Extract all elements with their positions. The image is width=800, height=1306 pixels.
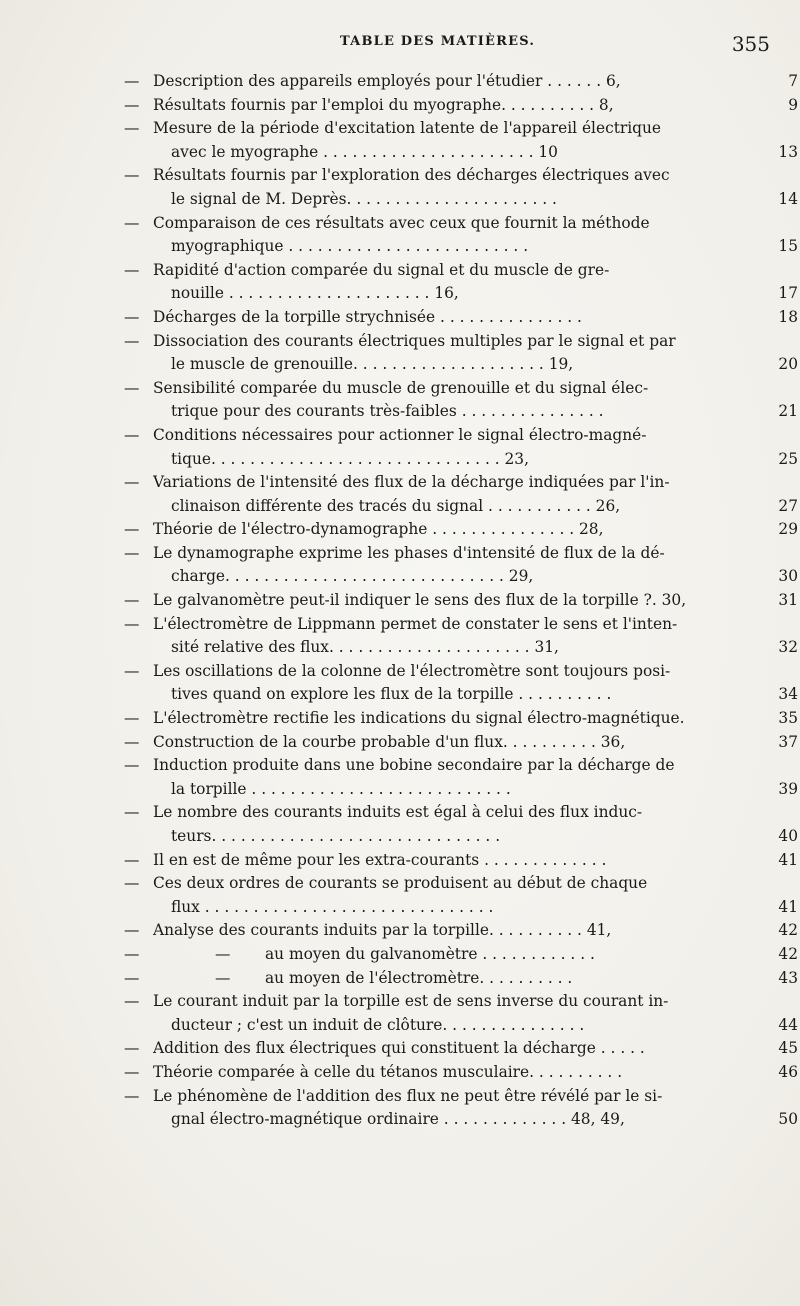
entry-text-line: Analyse des courants induits par la torpille. . . . . . . . . . 41, bbox=[153, 921, 612, 940]
entry-dash: — bbox=[124, 520, 140, 539]
entry-end-page: 46 bbox=[778, 1062, 798, 1081]
toc-entry bbox=[120, 542, 798, 589]
entry-dash: — bbox=[124, 72, 140, 90]
entry-text-line: Le phénomène de l'addition des flux ne peut être révélé par le si- bbox=[153, 1086, 663, 1105]
entry-dash: — bbox=[124, 591, 140, 610]
entry-sub-dash: — bbox=[215, 968, 231, 987]
entry-dash: — bbox=[124, 473, 140, 492]
entry-text-line: Rapidité d'action comparée du signal et du muscle de gre- bbox=[153, 260, 610, 279]
entry-end-page: 30 bbox=[778, 567, 798, 586]
entry-text-line: le signal de M. Deprès. . . . . . . . . . . . . . . . . . . . . . bbox=[171, 189, 557, 208]
entry-text-line: Les oscillations de la colonne de l'électromètre sont toujours posi- bbox=[153, 661, 671, 680]
entry-text-line: teurs. . . . . . . . . . . . . . . . . . . . . . . . . . . . . . bbox=[171, 827, 501, 845]
entry-dash: — bbox=[124, 119, 140, 138]
toc-entry bbox=[120, 943, 798, 967]
entry-dash: — bbox=[124, 661, 140, 680]
entry-text-line: Conditions nécessaires pour actionner le signal électro-magné- bbox=[153, 425, 647, 444]
toc-entry bbox=[120, 70, 798, 94]
entry-text-line: nouille . . . . . . . . . . . . . . . . . . . . . 16, bbox=[171, 284, 459, 303]
entry-text-line: sité relative des flux. . . . . . . . . . . . . . . . . . . . . 31, bbox=[171, 638, 559, 657]
entry-text-line: Résultats fournis par l'emploi du myographe. . . . . . . . . . 8, bbox=[153, 95, 614, 114]
toc-entry bbox=[120, 424, 798, 471]
toc-entry bbox=[120, 306, 798, 330]
entry-end-page: 14 bbox=[778, 189, 798, 208]
entry-text-line: Ces deux ordres de courants se produisent au début de chaque bbox=[153, 874, 648, 893]
entry-dash: — bbox=[124, 1086, 140, 1105]
entry-end-page: 27 bbox=[778, 496, 798, 515]
entry-dash: — bbox=[124, 95, 140, 114]
entry-text-line: Résultats fournis par l'exploration des décharges électriques avec bbox=[153, 166, 670, 185]
entry-text-line: charge. . . . . . . . . . . . . . . . . . . . . . . . . . . . . 29, bbox=[171, 567, 534, 586]
page-header bbox=[0, 28, 800, 58]
entry-end-page: 44 bbox=[778, 1015, 798, 1034]
entry-text-line: Addition des flux électriques qui constituent la décharge . . . . . bbox=[153, 1039, 645, 1058]
entry-text-line: Il en est de même pour les extra-courants . . . . . . . . . . . . . bbox=[153, 850, 607, 869]
toc-entry bbox=[120, 518, 798, 542]
entry-dash: — bbox=[124, 921, 140, 940]
entry-dash: — bbox=[124, 850, 140, 869]
entry-text-line: au moyen de l'électromètre. . . . . . . . . . bbox=[265, 968, 573, 987]
entry-end-page: 29 bbox=[778, 520, 798, 539]
entry-text-line: Sensibilité comparée du muscle de grenouille et du signal élec- bbox=[153, 378, 649, 397]
entry-dash: — bbox=[124, 803, 140, 822]
entry-text-line: trique pour des courants très-faibles . . . . . . . . . . . . . . . bbox=[171, 402, 604, 421]
toc-entry bbox=[120, 259, 798, 306]
entry-dash: — bbox=[124, 307, 140, 326]
entry-end-page: 39 bbox=[778, 779, 798, 798]
entry-text-line: Le courant induit par la torpille est de sens inverse du courant in- bbox=[153, 992, 669, 1011]
entry-end-page: 37 bbox=[778, 732, 798, 751]
entry-end-page: 17 bbox=[778, 284, 798, 303]
entry-text-line: Induction produite dans une bobine secondaire par la décharge de bbox=[153, 756, 675, 775]
toc-entry bbox=[120, 377, 798, 424]
entry-text-line: Le dynamographe exprime les phases d'intensité de flux de la dé- bbox=[153, 543, 665, 562]
entry-text-line: gnal électro-magnétique ordinaire . . . . . . . . . . . . . 48, 49, bbox=[171, 1110, 625, 1129]
toc-entry bbox=[120, 801, 798, 848]
entry-dash: — bbox=[124, 709, 140, 728]
entry-text-line: Théorie comparée à celle du tétanos musculaire. . . . . . . . . . bbox=[153, 1062, 623, 1081]
entry-end-page: 41 bbox=[778, 850, 798, 869]
entry-text-line: ducteur ; c'est un induit de clôture. . . . . . . . . . . . . . . bbox=[171, 1015, 585, 1034]
entry-text-line: la torpille . . . . . . . . . . . . . . . . . . . . . . . . . . . bbox=[171, 779, 511, 798]
entry-end-page: 9 bbox=[788, 95, 798, 114]
entry-end-page: 35 bbox=[778, 709, 798, 728]
entry-sub-dash: — bbox=[215, 944, 231, 963]
toc-entry bbox=[120, 589, 798, 613]
entry-end-page: 50 bbox=[778, 1110, 798, 1129]
entry-text-line: Décharges de la torpille strychnisée . . . . . . . . . . . . . . . bbox=[153, 307, 582, 326]
toc-entry bbox=[120, 1061, 798, 1085]
toc-entry bbox=[120, 660, 798, 707]
toc-entry bbox=[120, 754, 798, 801]
entry-dash: — bbox=[124, 1062, 140, 1081]
entry-end-page: 42 bbox=[778, 921, 798, 940]
entry-text-line: clinaison différente des tracés du signal . . . . . . . . . . . 26, bbox=[171, 496, 621, 515]
toc-entry bbox=[120, 919, 798, 943]
entry-dash: — bbox=[124, 874, 140, 893]
toc-entry bbox=[120, 471, 798, 518]
entry-end-page: 21 bbox=[778, 402, 798, 421]
entry-text-line: tique. . . . . . . . . . . . . . . . . . . . . . . . . . . . . . 23, bbox=[171, 449, 529, 468]
toc-entry bbox=[120, 94, 798, 118]
toc-entry bbox=[120, 967, 798, 991]
entry-text-line: Mesure de la période d'excitation latente de l'appareil électrique bbox=[153, 119, 662, 138]
entry-dash: — bbox=[124, 732, 140, 751]
entry-text-line: L'électromètre de Lippmann permet de constater le sens et l'inten- bbox=[153, 614, 678, 633]
running-head: TABLE DES MATIÈRES. bbox=[340, 34, 536, 49]
toc-entry bbox=[120, 990, 798, 1037]
entry-dash: — bbox=[124, 166, 140, 185]
entry-text-line: Variations de l'intensité des flux de la décharge indiquées par l'in- bbox=[153, 473, 670, 492]
entry-dash: — bbox=[124, 992, 140, 1011]
toc-entry bbox=[120, 872, 798, 919]
entry-text-line: Théorie de l'électro-dynamographe . . . . . . . . . . . . . . . 28, bbox=[153, 520, 604, 539]
entry-text-line: flux . . . . . . . . . . . . . . . . . . . . . . . . . . . . . . bbox=[171, 897, 494, 916]
page-number: 355 bbox=[731, 32, 770, 56]
toc-entry bbox=[120, 707, 798, 731]
entry-text-line: Comparaison de ces résultats avec ceux que fournit la méthode bbox=[153, 213, 650, 232]
toc-entry bbox=[120, 613, 798, 660]
entry-end-page: 34 bbox=[778, 685, 798, 704]
toc-entry bbox=[120, 330, 798, 377]
entry-text-line: le muscle de grenouille. . . . . . . . . . . . . . . . . . . . 19, bbox=[171, 355, 574, 374]
toc-entry bbox=[120, 1085, 798, 1132]
entry-text-line: Le galvanomètre peut-il indiquer le sens des flux de la torpille ?. 30, bbox=[153, 591, 687, 610]
entry-dash: — bbox=[124, 260, 140, 279]
entry-dash: — bbox=[124, 331, 140, 350]
entry-end-page: 31 bbox=[778, 591, 798, 610]
entry-dash: — bbox=[124, 968, 140, 987]
entry-end-page: 43 bbox=[778, 968, 798, 987]
entry-end-page: 15 bbox=[778, 237, 798, 256]
entry-dash: — bbox=[124, 425, 140, 444]
entry-dash: — bbox=[124, 213, 140, 232]
entry-end-page: 42 bbox=[778, 944, 798, 963]
entry-text-line: Dissociation des courants électriques multiples par le signal et par bbox=[153, 331, 676, 350]
entry-end-page: 18 bbox=[778, 307, 798, 326]
toc-entry bbox=[120, 849, 798, 873]
entry-dash: — bbox=[124, 614, 140, 633]
entry-dash: — bbox=[124, 1039, 140, 1058]
entry-end-page: 20 bbox=[778, 355, 798, 374]
entry-text-line: Le nombre des courants induits est égal à celui des flux induc- bbox=[153, 803, 643, 822]
entry-text-line: Construction de la courbe probable d'un flux. . . . . . . . . . 36, bbox=[153, 732, 626, 751]
entry-end-page: 7 bbox=[788, 72, 798, 90]
entry-end-page: 13 bbox=[778, 142, 798, 161]
toc-entry bbox=[120, 1037, 798, 1061]
table-of-contents bbox=[120, 70, 798, 1132]
entry-text-line: au moyen du galvanomètre . . . . . . . . . . . . bbox=[265, 944, 595, 963]
entry-end-page: 40 bbox=[778, 827, 798, 845]
entry-dash: — bbox=[124, 756, 140, 775]
entry-end-page: 41 bbox=[778, 897, 798, 916]
entry-dash: — bbox=[124, 543, 140, 562]
toc-entry bbox=[120, 212, 798, 259]
toc-entry bbox=[120, 731, 798, 755]
entry-dash: — bbox=[124, 378, 140, 397]
toc-entry bbox=[120, 164, 798, 211]
entry-text-line: myographique . . . . . . . . . . . . . . . . . . . . . . . . . bbox=[171, 237, 529, 256]
entry-end-page: 45 bbox=[778, 1039, 798, 1058]
entry-text-line: avec le myographe . . . . . . . . . . . . . . . . . . . . . . 10 bbox=[171, 142, 558, 161]
entry-end-page: 25 bbox=[778, 449, 798, 468]
entry-dash: — bbox=[124, 944, 140, 963]
entry-text-line: tives quand on explore les flux de la torpille . . . . . . . . . . bbox=[171, 685, 612, 704]
entry-end-page: 32 bbox=[778, 638, 798, 657]
toc-entry bbox=[120, 117, 798, 164]
entry-text-line: Description des appareils employés pour l'étudier . . . . . . 6, bbox=[153, 72, 621, 90]
entry-text-line: L'électromètre rectifie les indications du signal électro-magnétique. bbox=[153, 709, 685, 728]
